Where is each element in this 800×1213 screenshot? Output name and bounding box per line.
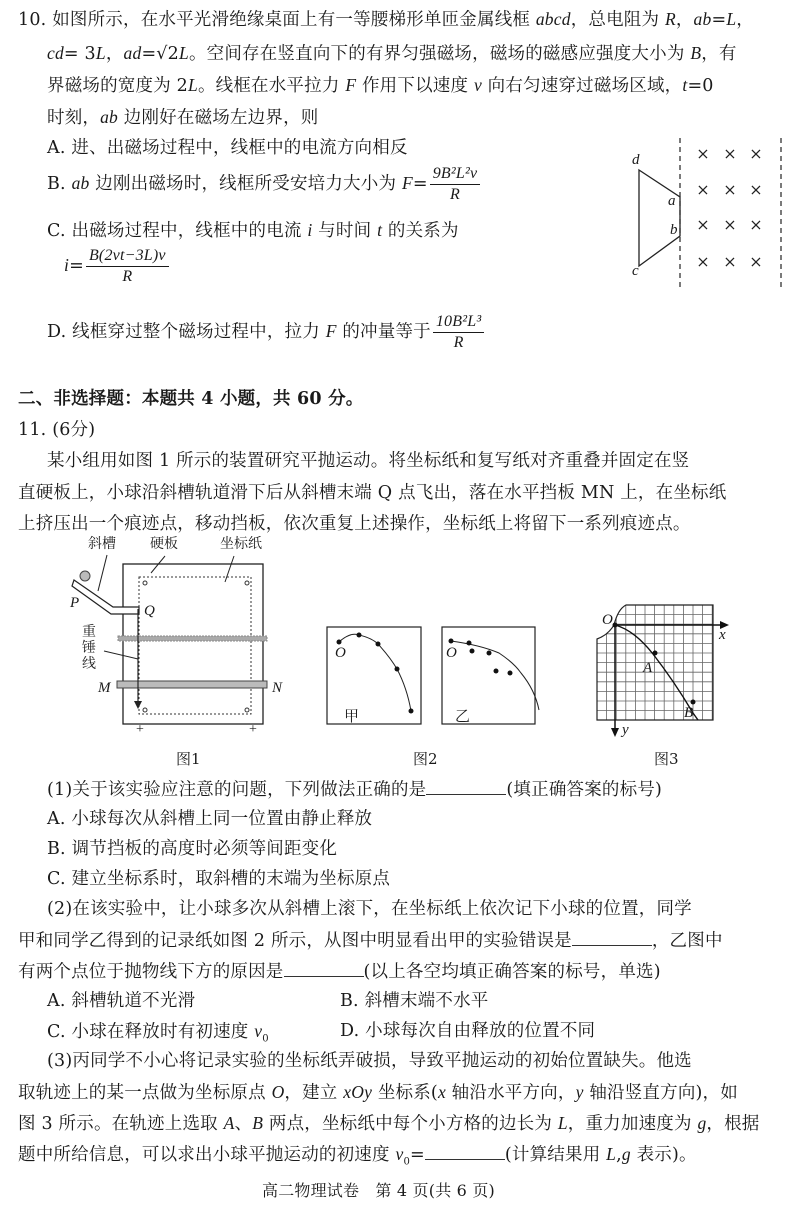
vertex-label-c: c xyxy=(632,263,639,279)
figure-1-caption: 图1 xyxy=(176,750,201,768)
ball xyxy=(80,571,90,581)
var-F: F xyxy=(325,321,337,341)
field-cross-icon: × xyxy=(749,180,763,199)
var-i: i xyxy=(64,255,70,275)
label-plumb-char: 线 xyxy=(82,656,96,672)
q11-part-1-option-b: B. 调节挡板的高度时必须等间距变化 xyxy=(47,839,338,859)
section-2-title: 二、非选择题：本题共 4 小题，共 60 分。 xyxy=(18,389,364,409)
field-cross-icon: × xyxy=(749,252,763,271)
var-x: x xyxy=(437,1082,446,1102)
label-O-fig3: O xyxy=(602,612,613,628)
part-3-text: 、 xyxy=(234,1114,253,1134)
q11-intro-3: 上挤压出一个痕迹点，移动挡板，依次重复上述操作，坐标纸上将留下一系列痕迹点。 xyxy=(18,514,691,534)
label-y-axis: y xyxy=(622,722,629,738)
label-jia: 甲 xyxy=(344,707,360,725)
trace-point xyxy=(508,671,513,676)
option-a-text: A. 进、出磁场过程中，线框中的电流方向相反 xyxy=(47,138,408,158)
option-d-text: D. 线框穿过整个磁场过程中，拉力 xyxy=(47,322,326,342)
var-L: L xyxy=(557,1113,568,1133)
fraction-c xyxy=(86,246,169,287)
label-B: B xyxy=(684,705,694,721)
q11-intro-2: 直硬板上，小球沿斜槽轨道滑下后从斜槽末端 Q 点飞出，落在水平挡板 MN 上，在坐标纸 xyxy=(18,483,727,503)
fraction-d xyxy=(433,312,484,353)
q10-text: =0 xyxy=(687,76,714,96)
numerator: B(2vt−3L)v xyxy=(86,246,169,267)
trace-point xyxy=(449,639,454,644)
trace-point xyxy=(487,651,492,656)
var-B: B xyxy=(690,43,702,63)
option-d-text: 的冲量等于 xyxy=(336,322,431,342)
var-v: v xyxy=(254,1021,263,1041)
answer-blank-1[interactable] xyxy=(426,778,506,795)
part-2-text: 甲和同学乙得到的记录纸如图 2 所示，从图中明显看出甲的实验错误是 xyxy=(18,931,572,951)
q10-text: ， xyxy=(736,10,754,30)
record-jia-curve xyxy=(339,634,411,711)
q10-text: 。空间存在竖直向下的有界匀强磁场，磁场的磁感应强度大小为 xyxy=(188,44,691,64)
vertex-label-d: d xyxy=(632,152,640,168)
trace-point xyxy=(467,641,472,646)
figure-2-records xyxy=(310,610,560,770)
part-1-text: (填正确答案的标号) xyxy=(506,780,663,800)
var-L: L xyxy=(188,75,198,95)
label-O-yi: O xyxy=(446,645,457,661)
field-cross-icon: × xyxy=(696,252,710,271)
page-footer: 高二物理试卷 第 4 页(共 6 页) xyxy=(262,1181,495,1200)
field-cross-icon: × xyxy=(723,144,737,163)
q11-part-2-option-b: B. 斜槽末端不水平 xyxy=(340,991,489,1011)
q10-text: ， xyxy=(105,44,124,64)
part-2-option-c-text: C. 小球在释放时有初速度 xyxy=(47,1022,255,1042)
field-cross-icon: × xyxy=(696,180,710,199)
q11-part-2-line-3 xyxy=(18,960,661,983)
q10-option-b xyxy=(47,164,480,205)
q11-part-1-option-a: A. 小球每次从斜槽上同一位置由静止释放 xyxy=(47,809,373,829)
label-P: P xyxy=(70,595,80,611)
q10-figure xyxy=(600,125,800,295)
label-plumb-char: 重 xyxy=(82,624,96,640)
q10-text: 。线框在水平拉力 xyxy=(197,76,346,96)
vertex-label-a: a xyxy=(668,193,676,209)
q10-line-3 xyxy=(47,74,714,97)
field-cross-icon: × xyxy=(723,252,737,271)
part-3-text: (计算结果用 xyxy=(504,1145,607,1165)
plus-mark-right: + xyxy=(249,722,257,737)
denominator: R xyxy=(450,186,460,203)
trace-point xyxy=(376,642,381,647)
label-coordinate-paper: 坐标纸 xyxy=(220,536,262,552)
part-2-text: (以上各空均填正确答案的标号，单选) xyxy=(363,962,661,982)
label-chute: 斜槽 xyxy=(88,536,116,552)
fraction-b xyxy=(430,164,481,205)
part-3-text: 题中所给信息，可以求出小球平抛运动的初速度 xyxy=(18,1145,396,1165)
label-plumb-line xyxy=(82,624,96,672)
trace-point xyxy=(409,709,414,714)
part-3-text: 坐标系( xyxy=(372,1083,438,1103)
q10-text: ，有 xyxy=(701,44,737,64)
q11-part-2-line-1: (2)在该实验中，让小球多次从斜槽上滚下，在坐标纸上依次记下小球的位置，同学 xyxy=(47,899,692,919)
q10-text: 边刚好在磁场左边界，则 xyxy=(118,108,319,128)
point-O xyxy=(613,623,618,628)
part-3-text: 轴沿竖直方向)，如 xyxy=(583,1083,738,1103)
subscript-0: 0 xyxy=(262,1033,269,1045)
q10-text: ， xyxy=(675,10,694,30)
var-v: v xyxy=(473,75,482,95)
q11-part-3-line-3 xyxy=(18,1112,760,1135)
q11-intro-1: 某小组用如图 1 所示的装置研究平抛运动。将坐标纸和复写纸对齐重叠并固定在竖 xyxy=(47,451,690,471)
q10-option-c xyxy=(47,219,459,242)
var-L: L xyxy=(95,43,106,63)
var-B: B xyxy=(252,1113,264,1133)
label-plumb-char: 锤 xyxy=(82,640,96,656)
part-3-text: 轴沿水平方向， xyxy=(445,1083,576,1103)
label-A: A xyxy=(643,660,653,676)
trace-point xyxy=(470,649,475,654)
var-F: F xyxy=(345,75,357,95)
label-hard-board: 硬板 xyxy=(150,536,178,552)
label-O-jia: O xyxy=(335,645,346,661)
field-cross-icon: × xyxy=(723,215,737,234)
var-g: g xyxy=(621,1144,631,1164)
q10-line-2 xyxy=(47,42,737,65)
record-yi-points xyxy=(449,639,513,676)
subscript-0: 0 xyxy=(403,1156,410,1168)
part-3-text: ，根据 xyxy=(706,1114,760,1134)
q11-part-3-line-1: (3)丙同学不小心将记录实验的坐标纸弄破损，导致平抛运动的初始位置缺失。他选 xyxy=(47,1051,692,1071)
part-3-text: 图 3 所示。在轨迹上选取 xyxy=(18,1114,224,1134)
var-t: t xyxy=(377,220,383,240)
q11-part-2-line-2 xyxy=(18,929,723,952)
label-M: M xyxy=(98,680,111,696)
var-ab: ab xyxy=(100,107,119,127)
barrier-MN xyxy=(117,681,267,688)
equals: = xyxy=(410,1145,425,1165)
point-B xyxy=(691,700,696,705)
part-3-text: , xyxy=(616,1145,622,1165)
var-R: R xyxy=(664,9,676,29)
point-A xyxy=(653,651,658,656)
denominator: R xyxy=(453,334,464,351)
answer-blank-2[interactable] xyxy=(572,929,652,946)
q10-line-1 xyxy=(18,8,754,31)
q11-part-1 xyxy=(47,778,662,801)
q10-text: =√2 xyxy=(141,44,179,64)
part-3-text: 表示)。 xyxy=(630,1145,697,1165)
field-cross-icon: × xyxy=(696,144,710,163)
part-2-text: 有两个点位于抛物线下方的原因是 xyxy=(18,962,284,982)
figure-2-caption: 图2 xyxy=(413,750,438,768)
option-c-text: 与时间 xyxy=(312,221,378,241)
figure-3-caption: 图3 xyxy=(654,750,679,768)
field-cross-icon: × xyxy=(696,215,710,234)
q10-text: ，总电阻为 xyxy=(570,10,665,30)
record-jia-points xyxy=(337,633,414,714)
figure-3-grid xyxy=(590,595,750,745)
record-yi-curve xyxy=(451,641,539,710)
label-N: N xyxy=(272,680,283,696)
trace-point xyxy=(337,640,342,645)
q10-text: = 3 xyxy=(63,44,96,64)
var-xOy: xOy xyxy=(343,1082,373,1102)
numerator: 9B²L²v xyxy=(430,164,481,185)
trace-point xyxy=(395,667,400,672)
part-2-text: ，乙图中 xyxy=(651,931,723,951)
option-c-text: 的关系为 xyxy=(382,221,459,241)
var-F: F xyxy=(401,173,413,193)
plus-mark-left: + xyxy=(136,722,144,737)
vertex-label-b: b xyxy=(670,222,678,238)
label-Q: Q xyxy=(144,603,155,619)
trapezoid-frame xyxy=(639,170,680,266)
q11-part-2-option-d: D. 小球每次自由释放的位置不同 xyxy=(340,1021,596,1041)
label-yi: 乙 xyxy=(455,707,471,725)
var-g: g xyxy=(697,1113,707,1133)
part-3-text: 取轨迹上的某一点做为坐标原点 xyxy=(18,1083,272,1103)
var-L: L xyxy=(179,43,189,63)
field-cross-icon: × xyxy=(723,180,737,199)
var-ad: ad xyxy=(123,43,142,63)
trace-point xyxy=(494,669,499,674)
q11-part-3-line-4 xyxy=(18,1143,697,1174)
magnetic-field-crosses xyxy=(696,144,762,271)
q10-text: 10. 如图所示，在水平光滑绝缘桌面上有一等腰梯形单匝金属线框 xyxy=(18,10,536,30)
option-b-text: 边刚出磁场时，线框所受安培力大小为 xyxy=(89,174,402,194)
q10-option-a xyxy=(47,137,408,159)
trace-point xyxy=(357,633,362,638)
field-cross-icon: × xyxy=(749,144,763,163)
q11-part-1-option-c: C. 建立坐标系时，取斜槽的末端为坐标原点 xyxy=(47,869,391,889)
hard-board xyxy=(123,564,263,724)
q11-part-3-line-2 xyxy=(18,1081,738,1104)
q10-text: 时刻， xyxy=(47,108,101,128)
var-y: y xyxy=(575,1082,584,1102)
q10-text: = xyxy=(711,10,727,30)
part-1-text: (1)关于该实验应注意的问题，下列做法正确的是 xyxy=(47,780,427,800)
q11-part-2-option-c xyxy=(47,1020,269,1051)
var-L: L xyxy=(606,1144,617,1164)
q10-text: 向右匀速穿过磁场区域， xyxy=(481,76,683,96)
q10-line-4 xyxy=(47,106,318,129)
label-x-axis: x xyxy=(719,627,726,643)
q10-option-d xyxy=(47,312,484,353)
q11-header: 11. (6分) xyxy=(18,420,96,440)
option-b-text: B. xyxy=(47,174,72,194)
upper-barrier xyxy=(118,636,267,641)
var-L: L xyxy=(726,9,737,29)
part-3-text: ，重力加速度为 xyxy=(567,1114,698,1134)
var-O: O xyxy=(271,1082,285,1102)
equals: = xyxy=(412,174,428,194)
equals: = xyxy=(69,256,84,276)
var-ab: ab xyxy=(71,173,90,193)
part-3-text: ，建立 xyxy=(284,1083,344,1103)
var-abcd: abcd xyxy=(535,9,571,29)
q11-part-2-option-a: A. 斜槽轨道不光滑 xyxy=(47,991,196,1011)
part-3-text: 两点，坐标纸中每个小方格的边长为 xyxy=(263,1114,558,1134)
field-cross-icon: × xyxy=(749,215,763,234)
var-t: t xyxy=(682,75,688,95)
var-cd: cd xyxy=(47,43,64,63)
denominator: R xyxy=(122,268,133,285)
q10-option-c-formula xyxy=(64,246,169,287)
var-v: v xyxy=(395,1144,404,1164)
numerator: 10B²L³ xyxy=(433,312,484,333)
option-c-text: C. 出磁场过程中，线框中的电流 xyxy=(47,221,308,241)
q10-text: 作用下以速度 xyxy=(356,76,474,96)
answer-blank-4[interactable] xyxy=(425,1143,505,1160)
var-ab: ab xyxy=(693,9,712,29)
var-i: i xyxy=(307,220,313,240)
var-A: A xyxy=(223,1113,235,1133)
q10-text: 界磁场的宽度为 2 xyxy=(47,76,188,96)
answer-blank-3[interactable] xyxy=(284,960,364,977)
